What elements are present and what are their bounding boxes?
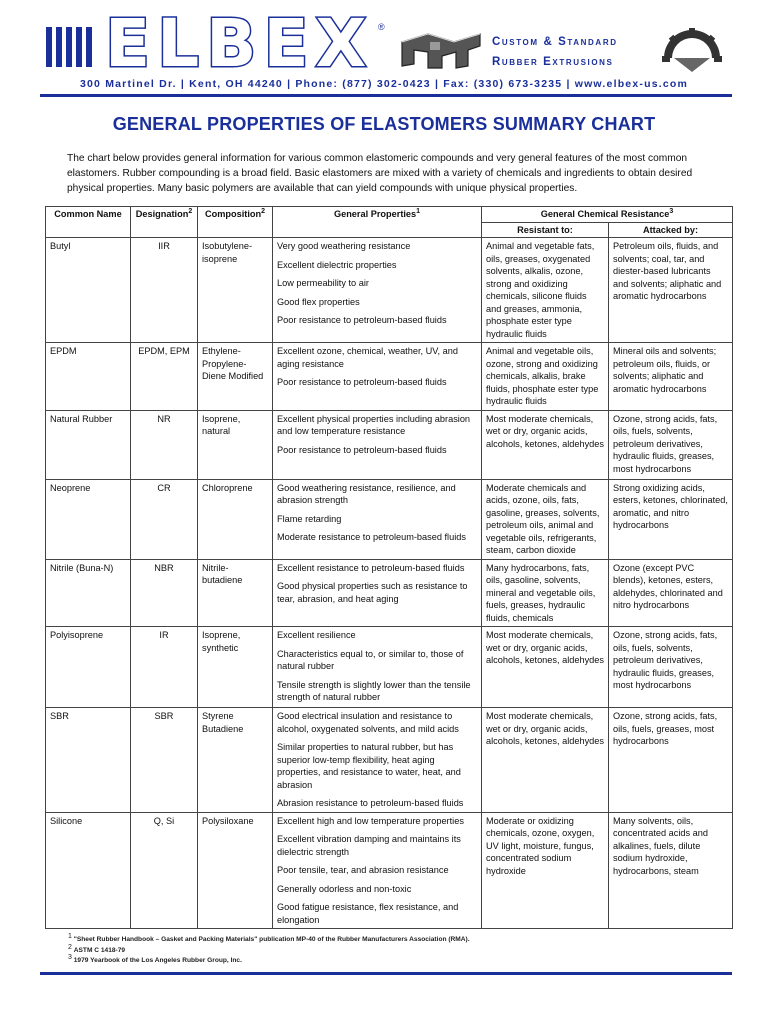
table-row	[46, 238, 733, 343]
property-item: Excellent physical properties including abrasion and low temperature resistance	[277, 413, 471, 436]
footnote-1: $^1$ "Sheet Rubber Handbook – Gasket and Packing Materials" publication MP-40 of the Rubber Manufacturers Association (RMA).	[68, 932, 470, 943]
header-divider	[40, 94, 732, 97]
table-header-row	[46, 207, 733, 223]
cell-attacked-by: Ozone, strong acids, fats, oils, fuels, greases, most hydrocarbons	[609, 708, 733, 813]
property-item: Poor resistance to petroleum-based fluids	[277, 444, 447, 455]
cell-designation: EPDM, EPM	[131, 343, 198, 411]
cell-common-name: SBR	[46, 708, 131, 813]
property-item: Good physical properties such as resistance to tear, abrasion, and heat aging	[277, 581, 468, 604]
elastomer-properties-table	[45, 206, 733, 929]
cell-composition: Styrene Butadiene	[198, 708, 273, 813]
cell-general-properties	[273, 410, 482, 479]
footnote-3: $^3$ 1979 Yearbook of the Los Angeles Rubber Group, Inc.	[68, 953, 242, 964]
cell-common-name: Natural Rubber	[46, 410, 131, 479]
property-item: Good weathering resistance, resilience, and abrasion strength	[277, 482, 456, 505]
table-row	[46, 479, 733, 559]
cell-designation: NR	[131, 410, 198, 479]
property-item: Low permeability to air	[277, 278, 369, 288]
logo-stripes-icon	[46, 27, 92, 67]
contact-line: 300 Martinel Dr. | Kent, OH 44240 | Phone: (877) 302-0423 | Fax: (330) 673-3235 | www.elbex-us.com	[79, 78, 689, 90]
cell-resistant-to: Moderate or oxidizing chemicals, ozone, oxygen, UV light, moisture, fungus, concentrated sodium hydroxide	[482, 812, 609, 929]
tagline-line-2: Rubber Extrusions	[492, 56, 614, 68]
table-row	[46, 812, 733, 929]
cell-attacked-by: Petroleum oils, fluids, and solvents; coal, tar, and diester-based lubricants and solvents; aliphatic and aromatic hydrocarbons	[609, 238, 733, 343]
header-common-name: Common Name	[46, 207, 131, 238]
cell-general-properties	[273, 708, 482, 813]
cell-designation: IR	[131, 627, 198, 708]
cell-general-properties	[273, 343, 482, 411]
cell-resistant-to: Most moderate chemicals, wet or dry, organic acids, alcohols, ketones, aldehydes	[482, 627, 609, 708]
cell-common-name: Nitrile (Buna-N)	[46, 559, 131, 627]
property-item: Excellent resilience	[277, 630, 356, 640]
cell-common-name: Silicone	[46, 812, 131, 929]
cell-resistant-to: Many hydrocarbons, fats, oils, gasoline, solvents, mineral and vegetable oils, fuels, greases, hydraulic fluids, chemicals	[482, 559, 609, 627]
cell-general-properties	[273, 479, 482, 559]
cell-composition: Isoprene, natural	[198, 410, 273, 479]
cell-designation: SBR	[131, 708, 198, 813]
property-item: Tensile strength is slightly lower than the tensile strength of natural rubber	[277, 679, 471, 702]
cell-attacked-by: Strong oxidizing acids, esters, ketones, chlorinated, aromatic, and nitro hydrocarbons	[609, 479, 733, 559]
cell-general-properties	[273, 559, 482, 627]
footer-divider	[40, 972, 732, 975]
cell-general-properties	[273, 627, 482, 708]
cell-designation: CR	[131, 479, 198, 559]
footnote-2: $^2$ ASTM C 1418-79	[68, 943, 126, 954]
cell-attacked-by: Many solvents, oils, concentrated acids and alkalines, fuels, dilute sodium hydroxide, hydrocarbons, steam	[609, 812, 733, 929]
header-designation: Designation$^2$	[131, 207, 198, 238]
intro-paragraph: The chart below provides general information for various common elastomeric compounds and very general features of the most common elastomers. Rubber compounding is a broad field. Basic elastomers are mixed with a variety of chemicals and ingredients to obtain desired physical properties. Many basic polymers are available that can yield compounds with unique physical properties.	[67, 153, 693, 194]
property-item: Poor resistance to petroleum-based fluids	[277, 315, 447, 325]
cell-composition: Nitrile-butadiene	[198, 559, 273, 627]
cell-composition: Polysiloxane	[198, 812, 273, 929]
cell-composition: Ethylene-Propylene-Diene Modified	[198, 343, 273, 411]
cell-common-name: Polyisoprene	[46, 627, 131, 708]
footnotes	[68, 932, 470, 967]
header-attacked-by: Attacked by:	[609, 222, 733, 238]
header-resistant-to: Resistant to:	[482, 222, 609, 238]
cell-resistant-to: Most moderate chemicals, wet or dry, organic acids, alcohols, ketones, aldehydes	[482, 708, 609, 813]
logo-wordmark: ELBEX	[105, 5, 374, 82]
property-item: Flame retarding	[277, 513, 342, 524]
cell-common-name: EPDM	[46, 343, 131, 411]
table-row	[46, 410, 733, 479]
header-general-properties: General Properties$^1$	[273, 207, 482, 238]
property-item: Excellent resistance to petroleum-based fluids	[277, 562, 465, 573]
cell-composition: Chloroprene	[198, 479, 273, 559]
cell-common-name: Butyl	[46, 238, 131, 343]
gear-extrusion-icon	[660, 28, 724, 74]
cell-composition: Isobutylene-isoprene	[198, 238, 273, 343]
page-title: GENERAL PROPERTIES OF ELASTOMERS SUMMARY CHART	[112, 114, 656, 134]
property-item: Poor tensile, tear, and abrasion resistance	[277, 865, 449, 875]
property-item: Excellent high and low temperature properties	[277, 815, 464, 826]
property-item: Excellent ozone, chemical, weather, UV, and aging resistance	[277, 346, 458, 369]
cell-attacked-by: Ozone (except PVC blends), ketones, esters, aldehydes, chlorinated and nitro hydrocarbons	[609, 559, 733, 627]
cell-designation: Q, Si	[131, 812, 198, 929]
registered-mark: ®	[378, 22, 385, 32]
property-item: Moderate resistance to petroleum-based fluids	[277, 532, 466, 542]
cell-common-name: Neoprene	[46, 479, 131, 559]
brand-tagline	[492, 32, 618, 72]
property-item: Similar properties to natural rubber, but has superior low-temp flexibility, heat aging properties, and resistance to water, heat, and abrasion	[277, 742, 461, 790]
property-item: Good electrical insulation and resistance to alcohol, oxygenated solvents, and mild acids	[277, 711, 459, 734]
property-item: Very good weathering resistance	[277, 241, 411, 251]
property-item: Characteristics equal to, or similar to, those of natural rubber	[277, 648, 464, 671]
cell-resistant-to: Animal and vegetable oils, ozone, strong and oxidizing chemicals, alkalis, brake fluids, phosphate ester type hydraulic fluids	[482, 343, 609, 411]
cell-attacked-by: Ozone, strong acids, fats, oils, fuels, solvents, petroleum derivatives, hydraulic fluids, greases, most hydrocarbons	[609, 410, 733, 479]
property-item: Excellent vibration damping and maintains its dielectric strength	[277, 834, 461, 857]
property-item: Poor resistance to petroleum-based fluids	[277, 377, 447, 387]
table-row	[46, 559, 733, 627]
cell-designation: NBR	[131, 559, 198, 627]
property-item: Good fatigue resistance, flex resistance, and elongation	[277, 902, 459, 925]
cell-resistant-to: Animal and vegetable fats, oils, greases, oxygenated solvents, alkalis, ozone, strong and oxidizing chemicals, silicone fluids and greases, ammonia, phosphate ester type hydraulic fluids	[482, 238, 609, 343]
property-item: Good flex properties	[277, 296, 360, 307]
cell-composition: Isoprene, synthetic	[198, 627, 273, 708]
property-item: Generally odorless and non-toxic	[277, 883, 412, 894]
letterhead	[0, 0, 768, 100]
property-item: Abrasion resistance to petroleum-based fluids	[277, 798, 464, 808]
property-item: Excellent dielectric properties	[277, 259, 397, 270]
table-row	[46, 708, 733, 813]
cell-attacked-by: Ozone, strong acids, fats, oils, fuels, solvents, petroleum derivatives, hydraulic fluids, greases, most hydrocarbons	[609, 627, 733, 708]
table-body	[46, 238, 733, 929]
cell-resistant-to: Moderate chemicals and acids, ozone, oils, fats, gasoline, greases, solvents, petroleum oils, animal and vegetable oils, refrigerants, steam, carbon dioxide	[482, 479, 609, 559]
rubber-extrusion-icon	[398, 28, 484, 72]
cell-resistant-to: Most moderate chemicals, wet or dry, organic acids, alcohols, ketones, aldehydes	[482, 410, 609, 479]
tagline-line-1: Custom & Standard	[492, 36, 618, 48]
cell-attacked-by: Mineral oils and solvents; petroleum oils, fluids, or solvents; aliphatic and aromatic hydrocarbons	[609, 343, 733, 411]
cell-general-properties	[273, 238, 482, 343]
header-chemical-resistance: General Chemical Resistance$^3$	[482, 207, 733, 223]
cell-designation: IIR	[131, 238, 198, 343]
cell-general-properties	[273, 812, 482, 929]
table-row	[46, 627, 733, 708]
header-composition: Composition$^2$	[198, 207, 273, 238]
table-row	[46, 343, 733, 411]
